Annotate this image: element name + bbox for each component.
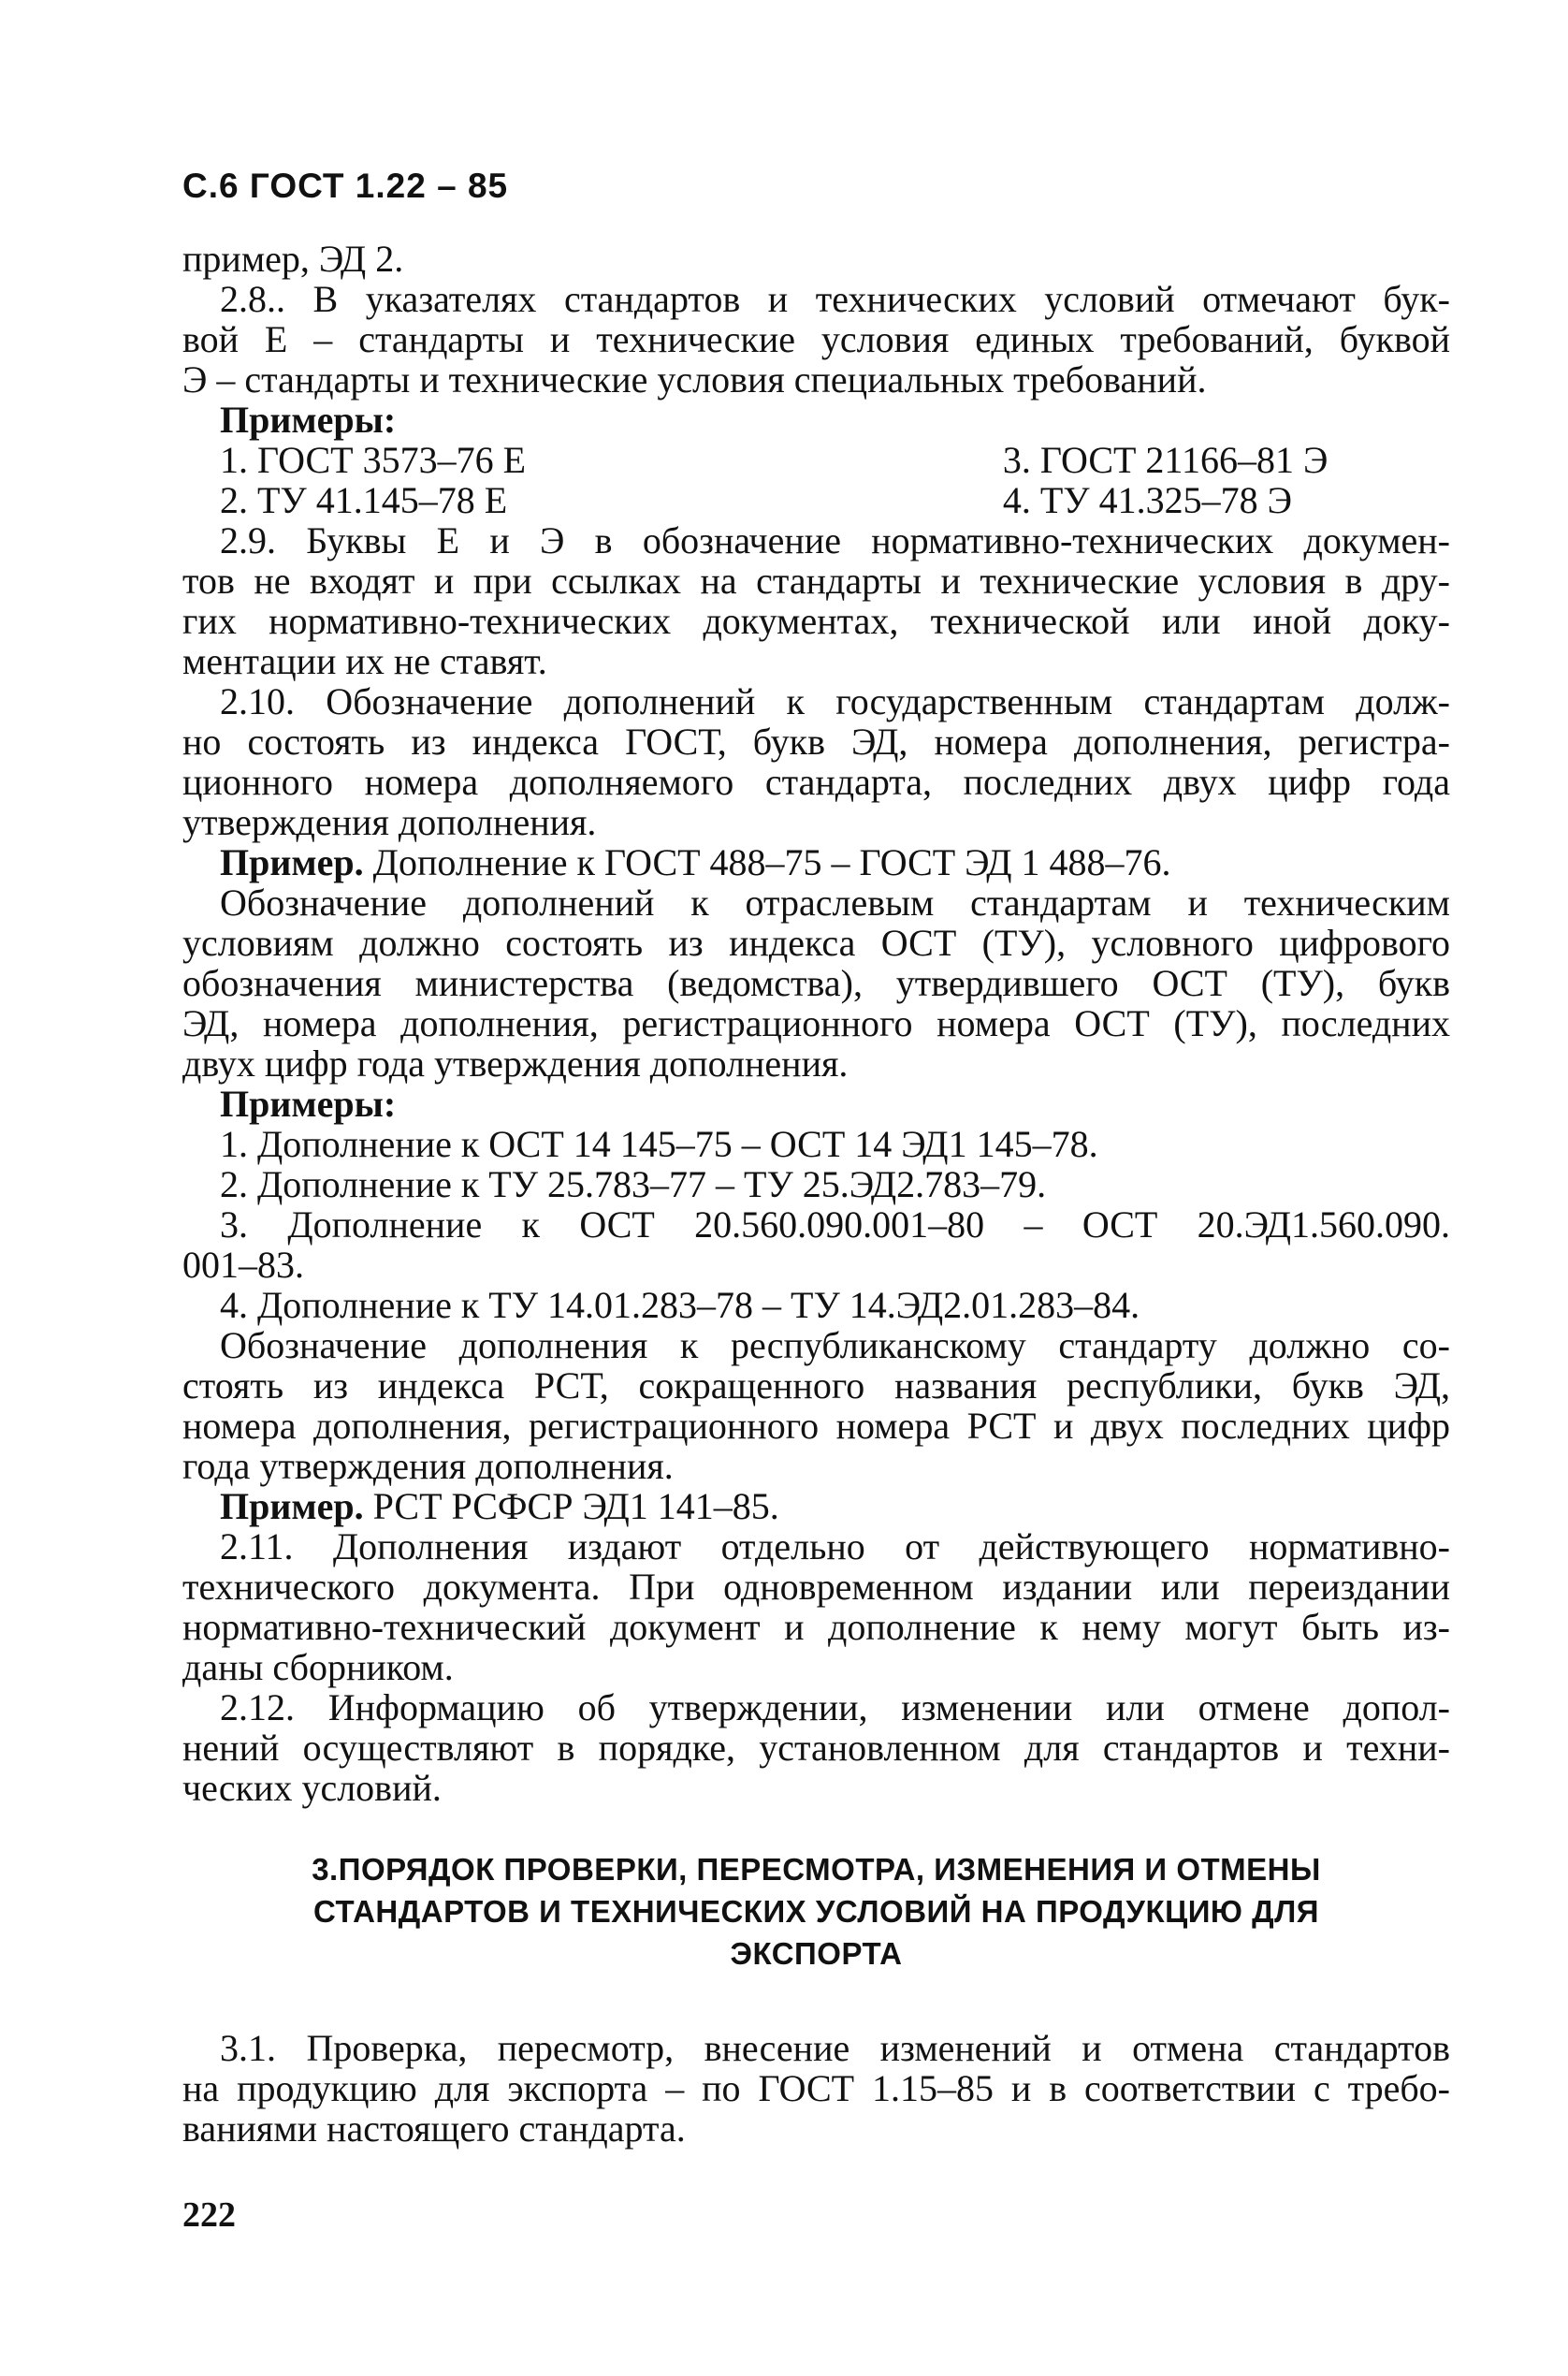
example-item: 2. Дополнение к ТУ 25.783–77 – ТУ 25.ЭД2.783–79. xyxy=(220,1163,1047,1205)
text-line: Обозначение дополнений к отраслевым стандартам и техническим xyxy=(220,882,1450,924)
example-item: 3. ГОСТ 21166–81 Э xyxy=(1002,439,1328,481)
text-line: ваниями настоящего стандарта. xyxy=(182,2107,686,2150)
clause-2-11: 2.11. Дополнения издают отдельно от действующего нормативно- xyxy=(220,1525,1450,1567)
example-label: Пример. xyxy=(220,1485,364,1527)
text-line: утверждения дополнения. xyxy=(182,801,597,843)
section-title-line: СТАНДАРТОВ И ТЕХНИЧЕСКИХ УСЛОВИЙ НА ПРОДУКЦИЮ ДЛЯ xyxy=(312,1894,1319,1929)
text-line: даны сборником. xyxy=(182,1646,454,1688)
text-line: условиям должно состоять из индекса ОСТ (ТУ), условного цифрового xyxy=(182,922,1450,964)
example-text: РСТ РСФСР ЭД1 141–85. xyxy=(363,1485,779,1527)
text-line: стоять из индекса РСТ, сокращенного названия республики, букв ЭД, xyxy=(182,1364,1450,1407)
text-line: вой Е – стандарты и технические условия единых требований, буквой xyxy=(182,318,1450,360)
clause-3-1: 3.1. Проверка, пересмотр, внесение изменений и отмена стандартов xyxy=(220,2027,1450,2069)
text-line: ческих условий. xyxy=(182,1767,442,1809)
page-number: 222 xyxy=(182,2195,236,2235)
text-line: Обозначение дополнения к республиканскому стандарту должно со- xyxy=(220,1324,1450,1366)
section-3-body xyxy=(182,2028,1450,2149)
clause-2-8: 2.8.. В указателях стандартов и технических условий отмечают бук- xyxy=(220,278,1450,320)
example-label: Пример. xyxy=(220,841,364,883)
example-item: 1. ГОСТ 3573–76 Е xyxy=(220,439,527,481)
example-row xyxy=(182,440,1450,480)
clause-2-10: 2.10. Обозначение дополнений к государственным стандартам долж- xyxy=(220,680,1450,722)
text-line: ЭД, номера дополнения, регистрационного номера ОСТ (ТУ), последних xyxy=(182,1002,1450,1044)
example-row xyxy=(182,480,1450,520)
text-line: технического документа. При одновременном издании или переиздании xyxy=(182,1566,1450,1608)
section-title-line: ЭКСПОРТА xyxy=(730,1936,903,1971)
text-line: обозначения министерства (ведомства), утвердившего ОСТ (ТУ), букв xyxy=(182,962,1450,1004)
text-line: тов не входят и при ссылках на стандарты и технические условия в дру- xyxy=(182,560,1450,602)
text-line: ционного номера дополняемого стандарта, последних двух цифр года xyxy=(182,761,1450,803)
example-item: 4. Дополнение к ТУ 14.01.283–78 – ТУ 14.ЭД2.01.283–84. xyxy=(220,1284,1140,1326)
text-line: номера дополнения, регистрационного номера РСТ и двух последних цифр xyxy=(182,1405,1450,1447)
clause-2-9: 2.9. Буквы Е и Э в обозначение нормативно-технических докумен- xyxy=(220,519,1450,561)
text-line: двух цифр года утверждения дополнения. xyxy=(182,1042,849,1085)
text-line: года утверждения дополнения. xyxy=(182,1445,674,1487)
text-line: пример, ЭД 2. xyxy=(182,238,404,280)
text-line: на продукцию для экспорта – по ГОСТ 1.15–85 и в соответствии с требо- xyxy=(182,2067,1450,2109)
example-line xyxy=(182,1486,1450,1526)
body-text xyxy=(182,239,1450,1808)
example-item: 3. Дополнение к ОСТ 20.560.090.001–80 – ОСТ 20.ЭД1.560.090. xyxy=(220,1203,1450,1246)
examples-heading: Примеры: xyxy=(220,1083,397,1125)
section-title-line: 3.ПОРЯДОК ПРОВЕРКИ, ПЕРЕСМОТРА, ИЗМЕНЕНИЯ И ОТМЕНЫ xyxy=(312,1852,1321,1887)
example-item: 4. ТУ 41.325–78 Э xyxy=(1002,479,1292,521)
running-head: С.6 ГОСТ 1.22 – 85 xyxy=(182,167,509,205)
example-line xyxy=(182,842,1450,882)
examples-heading: Примеры: xyxy=(220,399,397,441)
text-line: ментации их не ставят. xyxy=(182,640,547,682)
example-item-continuation: 001–83. xyxy=(182,1244,304,1286)
text-line: Э – стандарты и технические условия специальных требований. xyxy=(182,358,1207,401)
section-3-heading xyxy=(182,1848,1450,1975)
clause-2-12: 2.12. Информацию об утверждении, изменении или отмене допол- xyxy=(220,1686,1450,1728)
example-item: 2. ТУ 41.145–78 Е xyxy=(220,479,508,521)
text-line: нений осуществляют в порядке, установленном для стандартов и техни- xyxy=(182,1727,1450,1769)
example-item: 1. Дополнение к ОСТ 14 145–75 – ОСТ 14 ЭД1 145–78. xyxy=(220,1123,1098,1165)
text-line: но состоять из индекса ГОСТ, букв ЭД, номера дополнения, регистра- xyxy=(182,721,1450,763)
example-text: Дополнение к ГОСТ 488–75 – ГОСТ ЭД 1 488–76. xyxy=(363,841,1171,883)
text-line: нормативно-технический документ и дополнение к нему могут быть из- xyxy=(182,1606,1450,1648)
text-line: гих нормативно-технических документах, технической или иной доку- xyxy=(182,600,1450,642)
